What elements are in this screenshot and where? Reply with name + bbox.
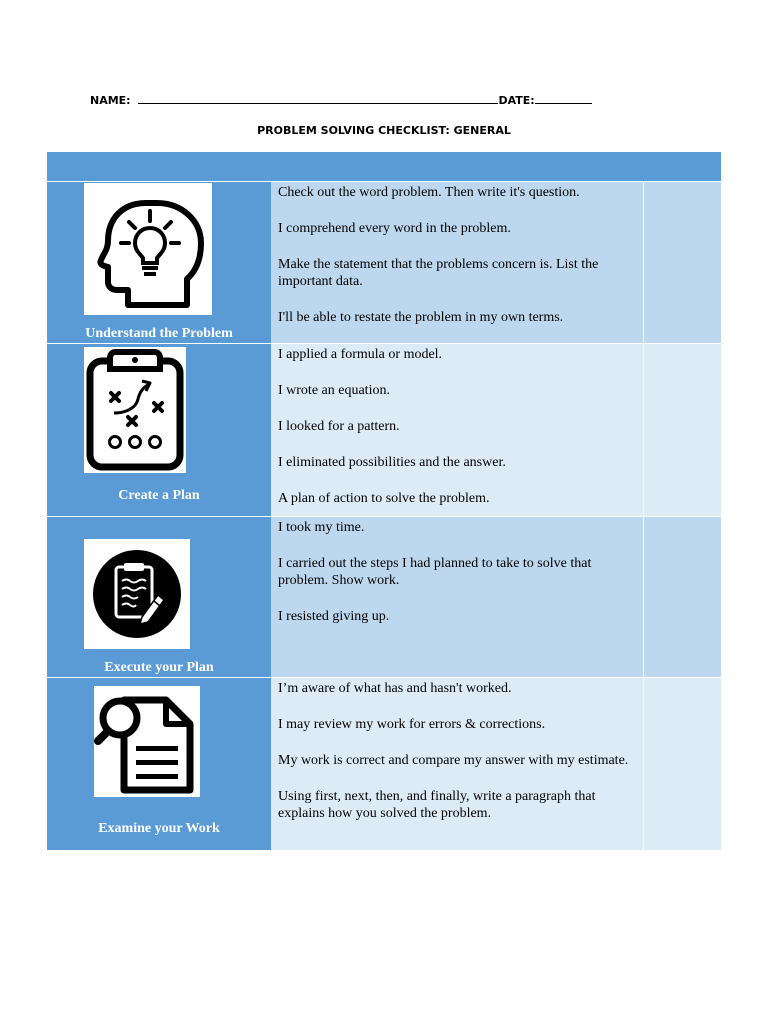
date-label: DATE: xyxy=(498,94,535,107)
step-row-execute xyxy=(47,517,721,678)
name-field[interactable] xyxy=(138,93,498,104)
step-items-understand xyxy=(271,182,644,343)
document-magnifier-icon xyxy=(94,686,200,797)
checklist-item: I resisted giving up. xyxy=(278,609,390,624)
checklist-item: I comprehend every word in the problem. xyxy=(278,221,511,236)
checklist-item: Make the statement that the problems concern is. List the important data. xyxy=(278,257,599,289)
checkbox-cell[interactable] xyxy=(644,517,721,677)
checklist-item: I eliminated possibilities and the answer. xyxy=(278,455,506,470)
checklist-item: I'll be able to restate the problem in my own terms. xyxy=(278,310,564,325)
step-row-understand xyxy=(47,182,721,344)
step-items-examine xyxy=(271,678,644,850)
checkbox-cell[interactable] xyxy=(644,678,721,850)
page-title: PROBLEM SOLVING CHECKLIST: GENERAL xyxy=(257,124,511,137)
table-header-band xyxy=(47,152,721,182)
name-label: NAME: xyxy=(90,94,131,107)
checklist-item: I’m aware of what has and hasn't worked. xyxy=(278,681,512,696)
step-cell-understand xyxy=(47,182,271,343)
step-label-examine: Examine your Work xyxy=(98,821,220,836)
clipboard-strategy-icon xyxy=(84,347,186,473)
checklist-item: I looked for a pattern. xyxy=(278,419,400,434)
step-label-understand: Understand the Problem xyxy=(85,326,233,341)
checklist-item: I applied a formula or model. xyxy=(278,347,443,362)
checklist-item: I took my time. xyxy=(278,520,365,535)
step-row-plan xyxy=(47,344,721,517)
step-items-plan xyxy=(271,344,644,516)
checkbox-cell[interactable] xyxy=(644,344,721,516)
checklist-item: Check out the word problem. Then write it's question. xyxy=(278,185,580,200)
name-date-line xyxy=(90,93,610,107)
checkbox-cell[interactable] xyxy=(644,182,721,343)
checklist-item: A plan of action to solve the problem. xyxy=(278,491,490,506)
step-label-execute: Execute your Plan xyxy=(104,660,214,675)
checklist-item: I may review my work for errors & corrections. xyxy=(278,717,546,732)
checklist-item: I carried out the steps I had planned to take to solve that problem. Show work. xyxy=(278,556,592,588)
checklist-item: My work is correct and compare my answer with my estimate. xyxy=(278,753,629,768)
step-label-plan: Create a Plan xyxy=(118,488,200,503)
step-items-execute xyxy=(271,517,644,677)
checklist-item: Using first, next, then, and finally, write a paragraph that explains how you solved the problem. xyxy=(278,789,596,821)
step-cell-execute xyxy=(47,517,271,677)
step-cell-plan xyxy=(47,344,271,516)
date-field[interactable] xyxy=(535,93,592,104)
clipboard-pencil-icon xyxy=(84,539,190,649)
head-lightbulb-icon xyxy=(84,183,212,315)
step-cell-examine xyxy=(47,678,271,850)
checklist-item: I wrote an equation. xyxy=(278,383,390,398)
step-row-examine xyxy=(47,678,721,850)
checklist-table xyxy=(47,152,721,850)
